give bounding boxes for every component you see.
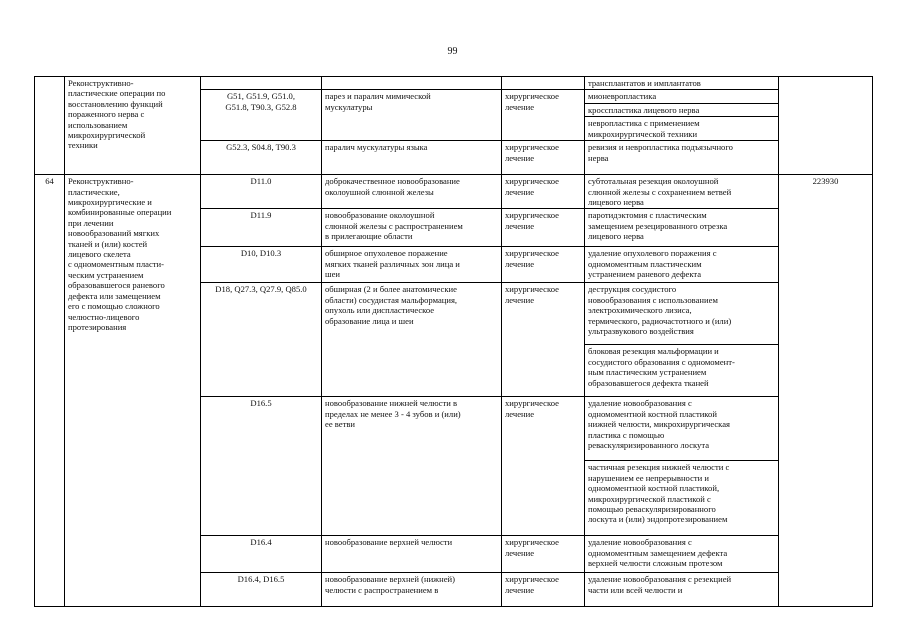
diagnosis-cell-line: обширное опухолевое поражение: [325, 248, 448, 259]
method-cell-line: слюнной железы с сохранением ветвей: [588, 186, 732, 197]
treatment-cell: [502, 141, 585, 175]
treatment-cell: [502, 573, 585, 607]
diagnosis-cell-line: опухоль или диспластическое: [325, 305, 435, 316]
diagnosis-cell-line: образование лица и шеи: [325, 315, 414, 326]
code-cell-line: G52.3, S04.8, T90.3: [226, 142, 296, 153]
method-cell-line: реваскуляризированного лоскута: [588, 440, 710, 451]
method-cell: [585, 209, 779, 247]
group-name-cell-line: Реконструктивно-: [68, 78, 134, 88]
diagnosis-cell: [322, 90, 502, 141]
diagnosis-cell-line: мускулатуры: [325, 101, 373, 112]
group-name-cell-line: лицевого скелета: [68, 249, 131, 260]
method-cell-line: нерва: [588, 152, 609, 163]
diagnosis-cell: [322, 141, 502, 175]
treatment-cell: [502, 283, 585, 397]
code-cell: [201, 283, 322, 397]
method-cell-line: удаление опухолевого поражения с: [588, 248, 717, 259]
treatment-cell: [502, 175, 585, 209]
method-cell-line: ультразвукового воздействия: [588, 326, 694, 337]
group-name-cell-line: новообразований мягких: [68, 228, 160, 239]
diagnosis-cell: [322, 247, 502, 283]
treatment-cell: [502, 90, 585, 141]
group-number-cell: [35, 77, 65, 175]
method-cell-line: верхней челюсти сложным протезом: [588, 558, 723, 569]
method-cell: [585, 536, 779, 573]
code-cell: [201, 77, 322, 90]
diagnosis-cell-line: доброкачественное новообразование: [325, 176, 460, 187]
diagnosis-cell: [322, 209, 502, 247]
diagnosis-cell-line: челюсти с распространением в: [325, 584, 439, 595]
method-cell-line: образовавшегося дефекта тканей: [588, 377, 709, 388]
group-name-cell-line: ческим устранением: [68, 269, 144, 280]
method-cell-line: невропластика с применением: [588, 118, 700, 129]
method-cell-line: одномоментной костной пластикой: [588, 408, 717, 419]
diagnosis-cell-line: околоушной слюнной железы: [325, 186, 434, 197]
group-name-cell-line: тканей и (или) костей: [68, 238, 148, 249]
method-cell: [585, 103, 779, 116]
diagnosis-cell-line: новообразование верхней челюсти: [325, 537, 453, 548]
treatment-cell-line: лечение: [505, 584, 535, 595]
method-cell: [585, 397, 779, 461]
table-row: [35, 77, 873, 90]
method-cell-line: микрохирургической пластикой с: [588, 493, 711, 504]
method-cell-line: блоковая резекция мальформации и: [588, 346, 719, 357]
treatment-cell-line: хирургическое: [505, 537, 559, 548]
method-cell: [585, 247, 779, 283]
method-cell-line: замещением резецированного отрезка: [588, 220, 728, 231]
diagnosis-cell-line: парез и паралич мимической: [325, 91, 431, 102]
treatment-cell-line: лечение: [505, 220, 535, 231]
diagnosis-cell-line: слюнной железы с распространением: [325, 220, 463, 231]
group-name-cell-line: микрохирургические и: [68, 197, 152, 208]
method-cell-line: удаление новообразования с резекцией: [588, 574, 732, 585]
group-number-cell: 64: [35, 175, 65, 607]
treatment-cell-line: хирургическое: [505, 574, 559, 585]
code-cell-line: D11.9: [250, 210, 272, 221]
group-name-cell-line: техники: [68, 140, 98, 151]
treatment-cell: [502, 536, 585, 573]
group-name-cell-line: пластические,: [68, 186, 120, 197]
diagnosis-cell: [322, 77, 502, 90]
treatment-cell-line: хирургическое: [505, 142, 559, 153]
method-cell-line: одномоментным замещением дефекта: [588, 547, 728, 558]
method-cell-line: одномоментной костной пластикой,: [588, 483, 720, 494]
group-name-cell-line: дефекта или замещением: [68, 290, 161, 301]
method-cell-line: деструкция сосудистого: [588, 284, 677, 295]
diagnosis-cell-line: области) сосудистая мальформация,: [325, 294, 458, 305]
method-cell-line: субтотальная резекция околоушной: [588, 176, 719, 187]
group-name-cell-line: пораженного нерва с: [68, 109, 145, 120]
group-name-cell-line: пластические операции по: [68, 88, 166, 99]
treatment-cell-line: хирургическое: [505, 210, 559, 221]
treatment-cell-line: хирургическое: [505, 176, 559, 187]
diagnosis-cell-line: новообразование верхней (нижней): [325, 574, 455, 585]
method-cell: [585, 573, 779, 607]
code-cell: [201, 397, 322, 536]
method-cell: [585, 90, 779, 103]
diagnosis-cell-line: паралич мускулатуры языка: [325, 142, 428, 153]
table-row: [35, 175, 873, 209]
treatment-cell-line: лечение: [505, 547, 535, 558]
method-cell-line: лицевого нерва: [588, 197, 644, 208]
group-name-cell-line: его с помощью сложного: [68, 301, 160, 312]
method-cell-line: лоскута и (или) эндопротезированием: [588, 514, 728, 525]
treatment-cell: [502, 77, 585, 90]
code-cell: [201, 247, 322, 283]
method-cell-line: ревизия и невропластика подъязычного: [588, 142, 733, 153]
diagnosis-cell: [322, 175, 502, 209]
method-cell: [585, 141, 779, 175]
treatment-cell-line: лечение: [505, 101, 535, 112]
page-number: 99: [447, 46, 458, 57]
diagnosis-cell: [322, 283, 502, 397]
method-cell-line: трансплантатов и имплантатов: [588, 78, 701, 88]
group-name-cell-line: использованием: [68, 119, 128, 130]
method-cell-line: частичная резекция нижней челюсти с: [588, 462, 730, 473]
group-name-cell-line: протезирования: [68, 321, 127, 332]
method-cell-line: термического, радиочастотного и (или): [588, 315, 732, 326]
method-cell-line: удаление новообразования с: [588, 537, 692, 548]
treatment-cell-line: лечение: [505, 294, 535, 305]
code-cell-line: D16.4: [250, 537, 272, 548]
method-cell-line: мионевропластика: [588, 91, 657, 102]
treatment-cell-line: хирургическое: [505, 91, 559, 102]
treatment-cell-line: лечение: [505, 186, 535, 197]
diagnosis-cell: [322, 397, 502, 536]
treatment-cell-line: хирургическое: [505, 398, 559, 409]
method-cell-line: электрохимического лизиса,: [588, 305, 692, 316]
group-name-cell: [65, 175, 201, 607]
medical-services-table: [34, 76, 873, 607]
code-cell: [201, 175, 322, 209]
method-cell-line: новообразования с использованием: [588, 294, 718, 305]
diagnosis-cell-line: новообразование околоушной: [325, 210, 435, 221]
treatment-cell-line: хирургическое: [505, 248, 559, 259]
code-cell: [201, 90, 322, 141]
method-cell-line: устранением раневого дефекта: [588, 269, 702, 280]
group-name-cell-line: образовавшегося раневого: [68, 280, 165, 291]
price-cell: 223930: [779, 175, 873, 607]
code-cell-line: G51.8, T90.3, G52.8: [225, 101, 297, 112]
code-cell-line: D16.5: [250, 398, 272, 409]
method-cell-line: удаление новообразования с: [588, 398, 692, 409]
group-name-cell-line: при лечении: [68, 217, 114, 228]
method-cell-line: нарушением ее непрерывности и: [588, 472, 709, 483]
diagnosis-cell-line: шеи: [325, 269, 341, 280]
group-name-cell: [65, 77, 201, 175]
treatment-cell-line: лечение: [505, 258, 535, 269]
diagnosis-cell: [322, 573, 502, 607]
method-cell: [585, 345, 779, 397]
code-cell-line: D16.4, D16.5: [237, 574, 285, 585]
method-cell-line: паротидэктомия с пластическим: [588, 210, 707, 221]
code-cell-line: D18, Q27.3, Q27.9, Q85.0: [215, 284, 307, 295]
treatment-cell-line: лечение: [505, 408, 535, 419]
treatment-cell: [502, 397, 585, 536]
diagnosis-cell-line: ее ветви: [325, 419, 356, 430]
method-cell-line: нижней челюсти, микрохирургическая: [588, 419, 730, 430]
treatment-cell: [502, 247, 585, 283]
diagnosis-cell-line: пределах не менее 3 - 4 зубов и (или): [325, 408, 461, 419]
code-cell-line: G51, G51.9, G51.0,: [226, 91, 296, 102]
method-cell-line: сосудистого образования с одномомент-: [588, 356, 735, 367]
treatment-cell-line: хирургическое: [505, 284, 559, 295]
method-cell: [585, 117, 779, 141]
method-cell-line: одномоментным пластическим: [588, 258, 702, 269]
diagnosis-cell-line: мягких тканей различных зон лица и: [325, 258, 460, 269]
code-cell-line: D11.0: [250, 176, 272, 187]
method-cell-line: помощью реваскуляризированного: [588, 504, 716, 515]
diagnosis-cell-line: в прилегающие области: [325, 231, 413, 242]
code-cell: [201, 141, 322, 175]
code-cell-line: D10, D10.3: [240, 248, 282, 259]
method-cell: [585, 175, 779, 209]
group-name-cell-line: восстановлению функций: [68, 98, 163, 109]
method-cell-line: пластика с помощью: [588, 429, 665, 440]
treatment-cell: [502, 209, 585, 247]
treatment-cell-line: лечение: [505, 152, 535, 163]
code-cell: [201, 209, 322, 247]
diagnosis-cell: [322, 536, 502, 573]
diagnosis-cell-line: новообразование нижней челюсти в: [325, 398, 458, 409]
code-cell: [201, 573, 322, 607]
method-cell-line: микрохирургической техники: [588, 128, 698, 139]
group-name-cell-line: комбинированные операции: [68, 207, 172, 218]
group-name-cell-line: Реконструктивно-: [68, 176, 134, 187]
method-cell: [585, 283, 779, 345]
price-cell: [779, 77, 873, 175]
group-name-cell-line: челюстно-лицевого: [68, 311, 140, 322]
method-cell-line: кросспластика лицевого нерва: [588, 104, 700, 115]
method-cell: [585, 461, 779, 536]
group-name-cell-line: с одномоментным пласти-: [68, 259, 164, 270]
method-cell: [585, 77, 779, 90]
method-cell-line: части или всей челюсти и: [588, 584, 683, 595]
method-cell-line: ным пластическим устранением: [588, 367, 707, 378]
method-cell-line: лицевого нерва: [588, 231, 644, 242]
code-cell: [201, 536, 322, 573]
diagnosis-cell-line: обширная (2 и более анатомические: [325, 284, 457, 295]
group-name-cell-line: микрохирургической: [68, 130, 146, 141]
